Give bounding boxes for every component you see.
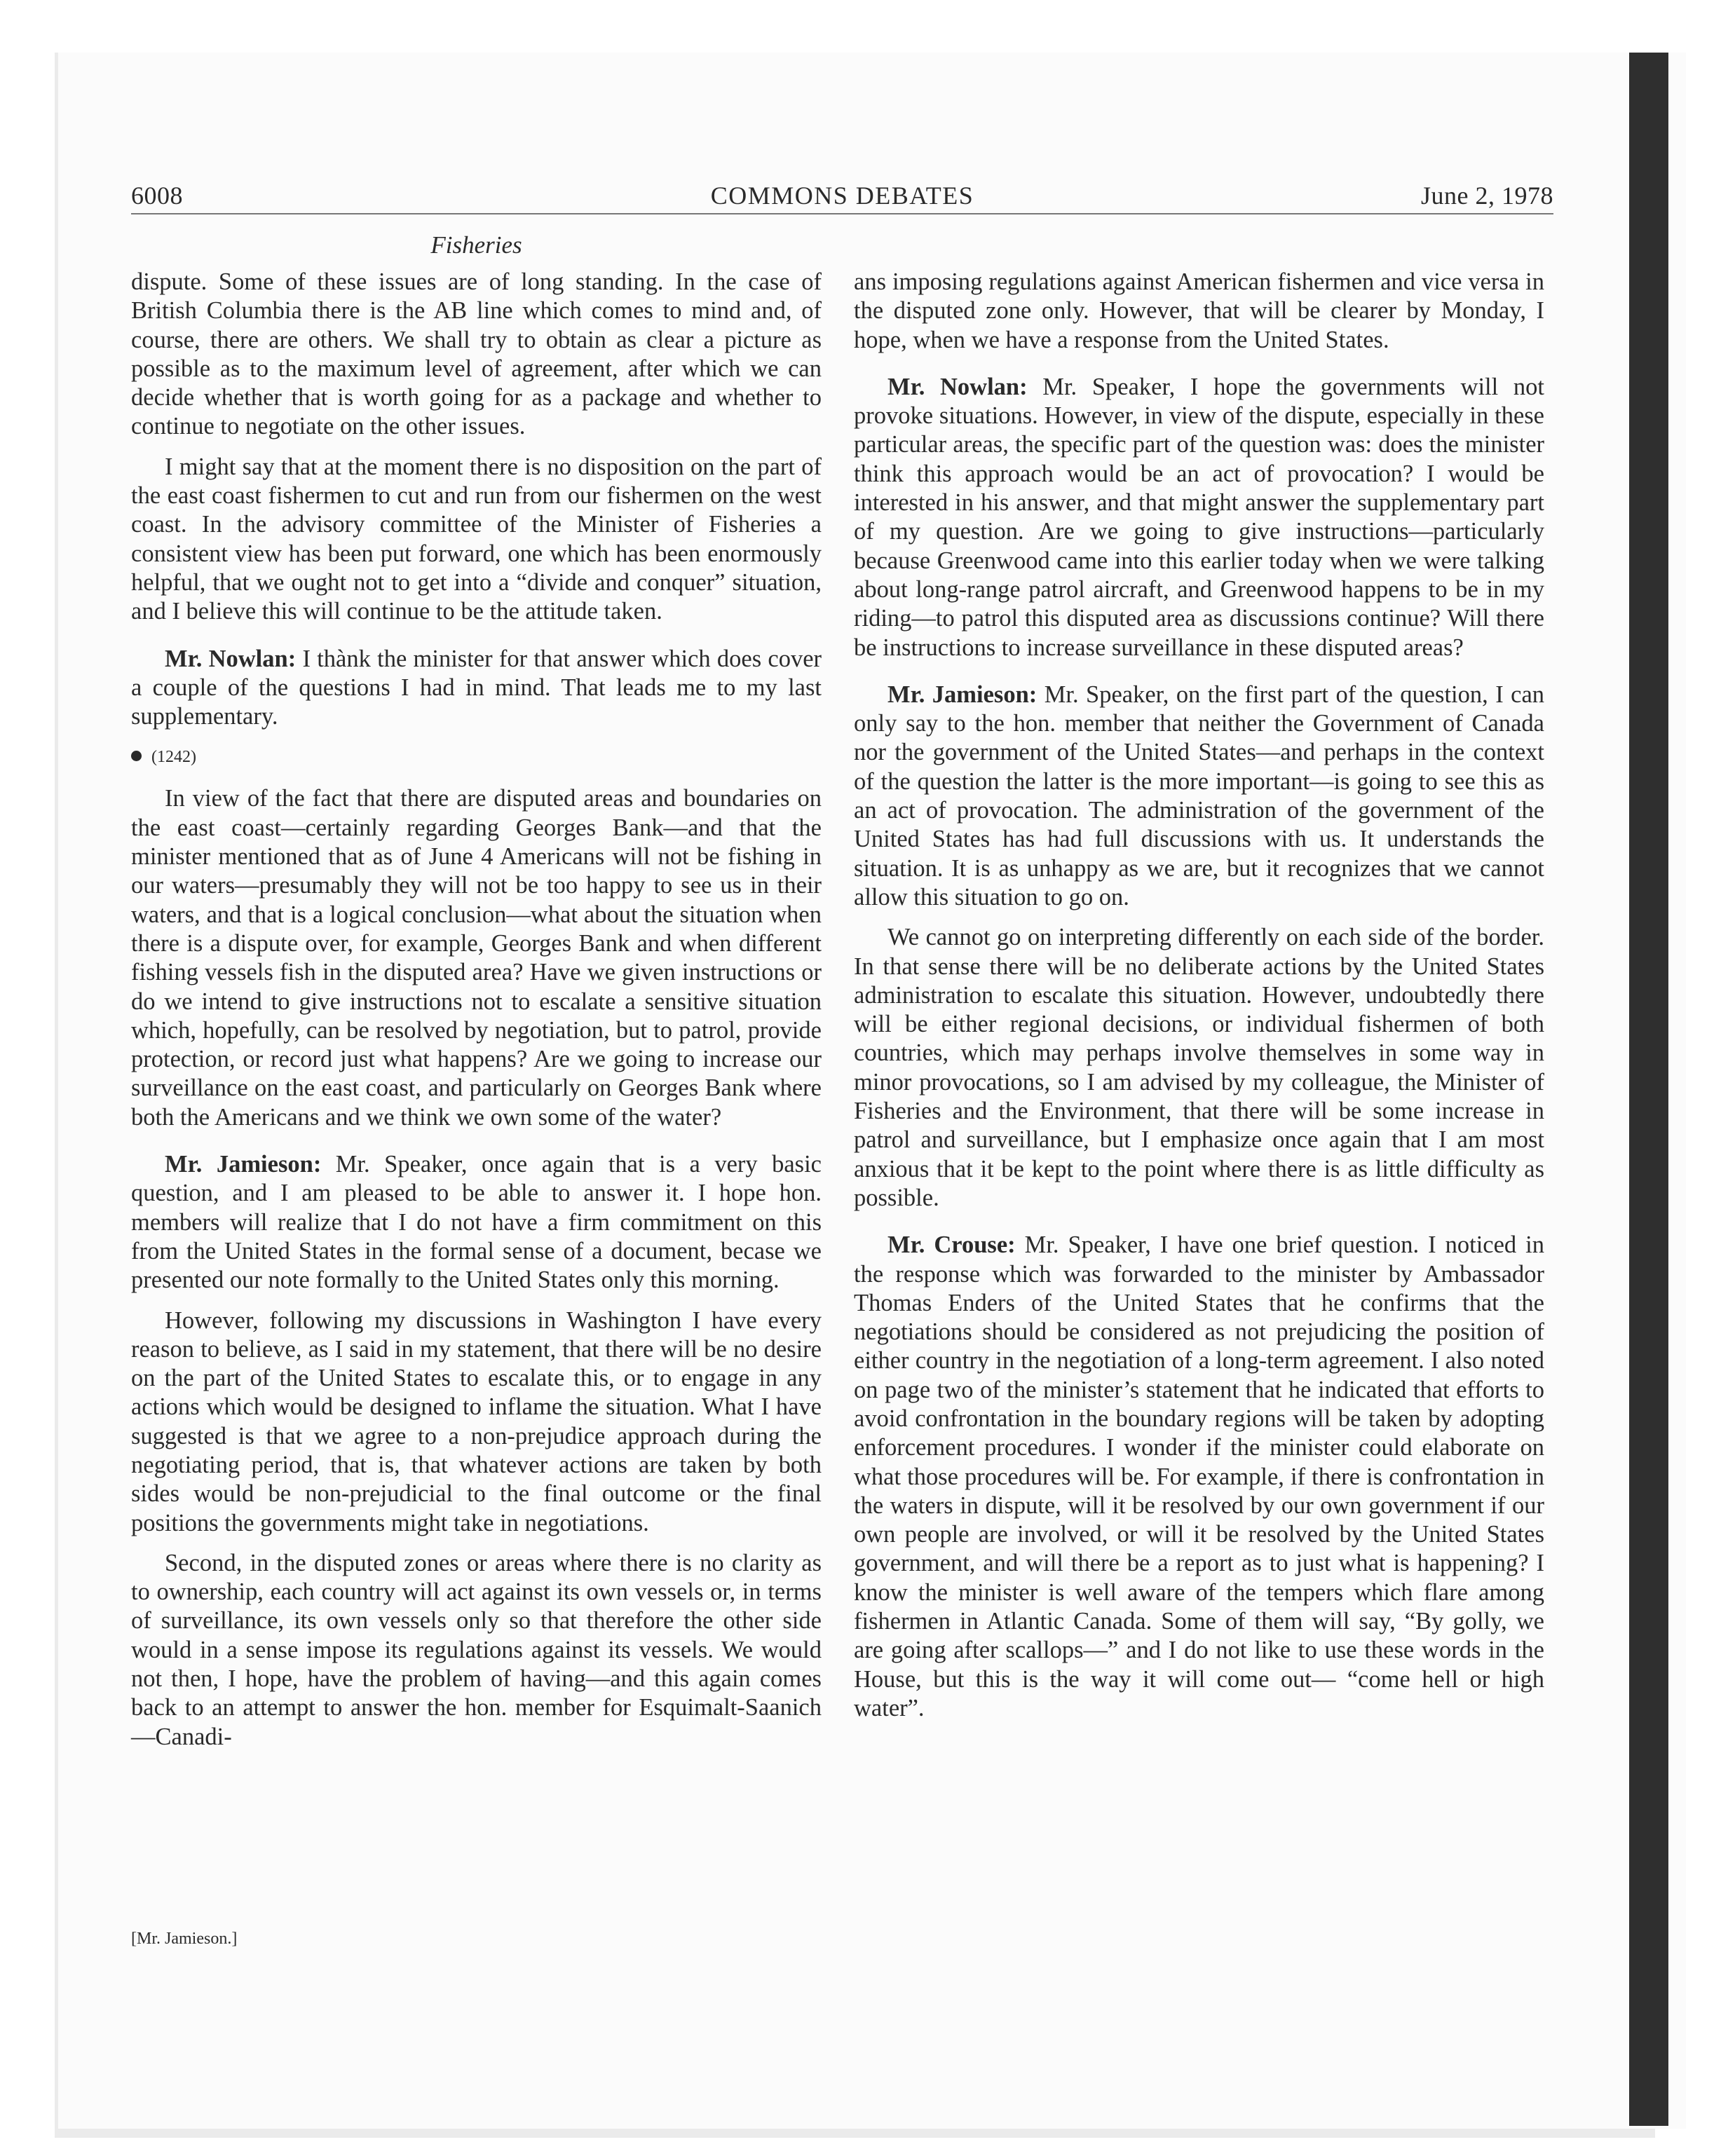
speaker-name: Mr. Crouse:	[887, 1231, 1016, 1259]
publication-date: June 2, 1978	[1421, 182, 1553, 210]
page-number: 6008	[131, 182, 183, 210]
timestamp-marker	[131, 746, 822, 767]
paragraph: Second, in the disputed zones or areas where there is no clarity as to ownership, each country will act against its own vessels or, in terms of surveillance, its own vessels only so that therefore the other side would in a sense impose its regulations against its vessels. We would not then, I hope, have the problem of having—and this again comes back to an attempt to answer the hon. member for Esquimalt-Saanich—Canadi-	[131, 1549, 822, 1750]
paragraph: dispute. Some of these issues are of long standing. In the case of British Columbia there is the AB line which comes to mind and, of course, there are others. We shall try to obtain as clear a picture as possible as to the maximum level of agreement, after which we can decide whether that is worth going for as a package and whether to continue to negotiate on the other issues.	[131, 268, 822, 440]
running-header	[131, 181, 1553, 214]
paragraph: However, following my discussions in Washington I have every reason to believe, as I said in my statement, that there will be no desire on the part of the United States to escalate this, or to engage in any actions which would be designed to inflame the situation. What I have suggested is that we agree to a non-prejudice approach during the negotiating period, that is, that whatever actions are taken by both sides would be non-prejudicial to the final outcome or the final positions the governments might take in negotiations.	[131, 1306, 822, 1536]
paragraph: We cannot go on interpreting differently on each side of the border. In that sense there will be no deliberate actions by the United States administration to escalate this situation. However, undoubtedly there will be either regional decisions, or individual fishermen of both countries, which may perhaps involve themselves in some way in minor provocations, so I am advised by my colleague, the Minister of Fisheries and the Environment, that there will be some increase in patrol and surveillance, but I emphasize once again that I am most anxious that it be kept to the point where there is as little difficulty as possible.	[854, 924, 1544, 1211]
speaker-name: Mr. Jamieson:	[887, 681, 1037, 708]
speech-paragraph	[854, 681, 1544, 912]
paragraph: In view of the fact that there are disputed areas and boundaries on the east coast—certainly regarding Georges Bank—and that the minister mentioned that as of June 4 Americans will not be fishing in our waters—presumably they will not be too happy to see us in their waters, and that is a logical conclusion—what about the situation when there is a dispute over, for example, Georges Bank and when different fishing vessels fish in the disputed area? Have we given instructions or do we intend to give instructions not to escalate a sensitive situation which, hopefully, can be resolved by negotiation, but to patrol, provide protection, or record just what happens? Are we going to increase our surveillance on the east coast, and particularly on Georges Bank where both the Americans and we think we own some of the water?	[131, 785, 822, 1131]
scan-edge-bar	[1629, 53, 1668, 2126]
speaker-name: Mr. Nowlan:	[165, 645, 297, 672]
paragraph: I might say that at the moment there is no disposition on the part of the east coast fishermen to cut and run from our fishermen on the west coast. In the advisory committee of the Minister of Fisheries a consistent view has been put forward, one which has been enormously helpful, that we ought not to get into a “divide and conquer” situation, and I believe this will continue to be the attitude taken.	[131, 453, 822, 625]
speech-text: Mr. Speaker, I have one brief question. I noticed in the response which was forwarded to the minister by Ambassador Thomas Enders of the United States that he confirms that the negotiations should be considered as not prejudicing the position of either country in the negotiation of a long-term agreement. I also noted on page two of the minister’s statement that he indicated that efforts to avoid confrontation in the boundary regions will be taken by adopting enforcement procedures. I wonder if the minister could elaborate on what those procedures will be. For example, if there is confrontation in the waters in dispute, will it be resolved by our own government if our own people are involved, or will it be resolved by the United States government, and will there be a report as to just what is happening? I know the minister is well aware of the tempers which flare among fishermen in Atlantic Canada. Some of them will say, “By golly, we are going after scallops—” and I do not like to use these words in the House, but this is the way it will come out— “come hell or high water”.	[854, 1231, 1545, 1721]
right-column	[854, 268, 1544, 1734]
speaker-name: Mr. Nowlan:	[887, 373, 1028, 400]
speech-text: I thànk the minister for that answer which does cover a couple of the questions I had in mind. That leads me to my last supplementary.	[131, 645, 822, 730]
bullet-icon	[131, 751, 142, 761]
publication-title: COMMONS DEBATES	[710, 182, 974, 210]
speaker-name: Mr. Jamieson:	[165, 1151, 322, 1178]
section-title: Fisheries	[430, 231, 522, 259]
speech-paragraph	[131, 645, 822, 732]
speech-paragraph	[854, 1231, 1544, 1723]
left-column	[131, 268, 822, 1763]
speech-paragraph	[854, 373, 1544, 662]
speech-paragraph	[131, 1150, 822, 1295]
timestamp-text: (1242)	[151, 748, 196, 767]
speech-text: Mr. Speaker, once again that is a very basic question, and I am pleased to be able to answer it. I hope hon. members will realize that I do not have a firm commitment on this from the United States in the formal sense of a document, becase we presented our note formally to the United States only this morning.	[131, 1151, 822, 1294]
paragraph: ans imposing regulations against American fishermen and vice versa in the disputed zone only. However, that will be clearer by Monday, I hope, when we have a response from the United States.	[854, 268, 1544, 353]
speech-text: Mr. Speaker, on the first part of the question, I can only say to the hon. member that neither the Government of Canada nor the government of the United States—and perhaps in the context of the question the latter is the more important—is going to see this as an act of provocation. The administration of the government of the United States has had full discussions with us. It understands the situation. It is as unhappy as we are, but it recognizes that we cannot allow this situation to go on.	[854, 681, 1545, 910]
footer-attribution: [Mr. Jamieson.]	[131, 1930, 238, 1948]
speech-text: Mr. Speaker, I hope the governments will not provoke situations. However, in view of the dispute, especially in these particular areas, the specific part of the question was: does the minister think this approach would be an act of provocation? I would be interested in his answer, and that might answer the supplementary part of my question. Are we going to give instructions—particularly because Greenwood came into this earlier today when we were talking about long-range patrol aircraft, and Greenwood happens to be in my riding—to patrol this disputed area as discussions continue? Will there be instructions to increase surveillance in these disputed areas?	[854, 373, 1544, 661]
header-rule	[131, 213, 1553, 214]
